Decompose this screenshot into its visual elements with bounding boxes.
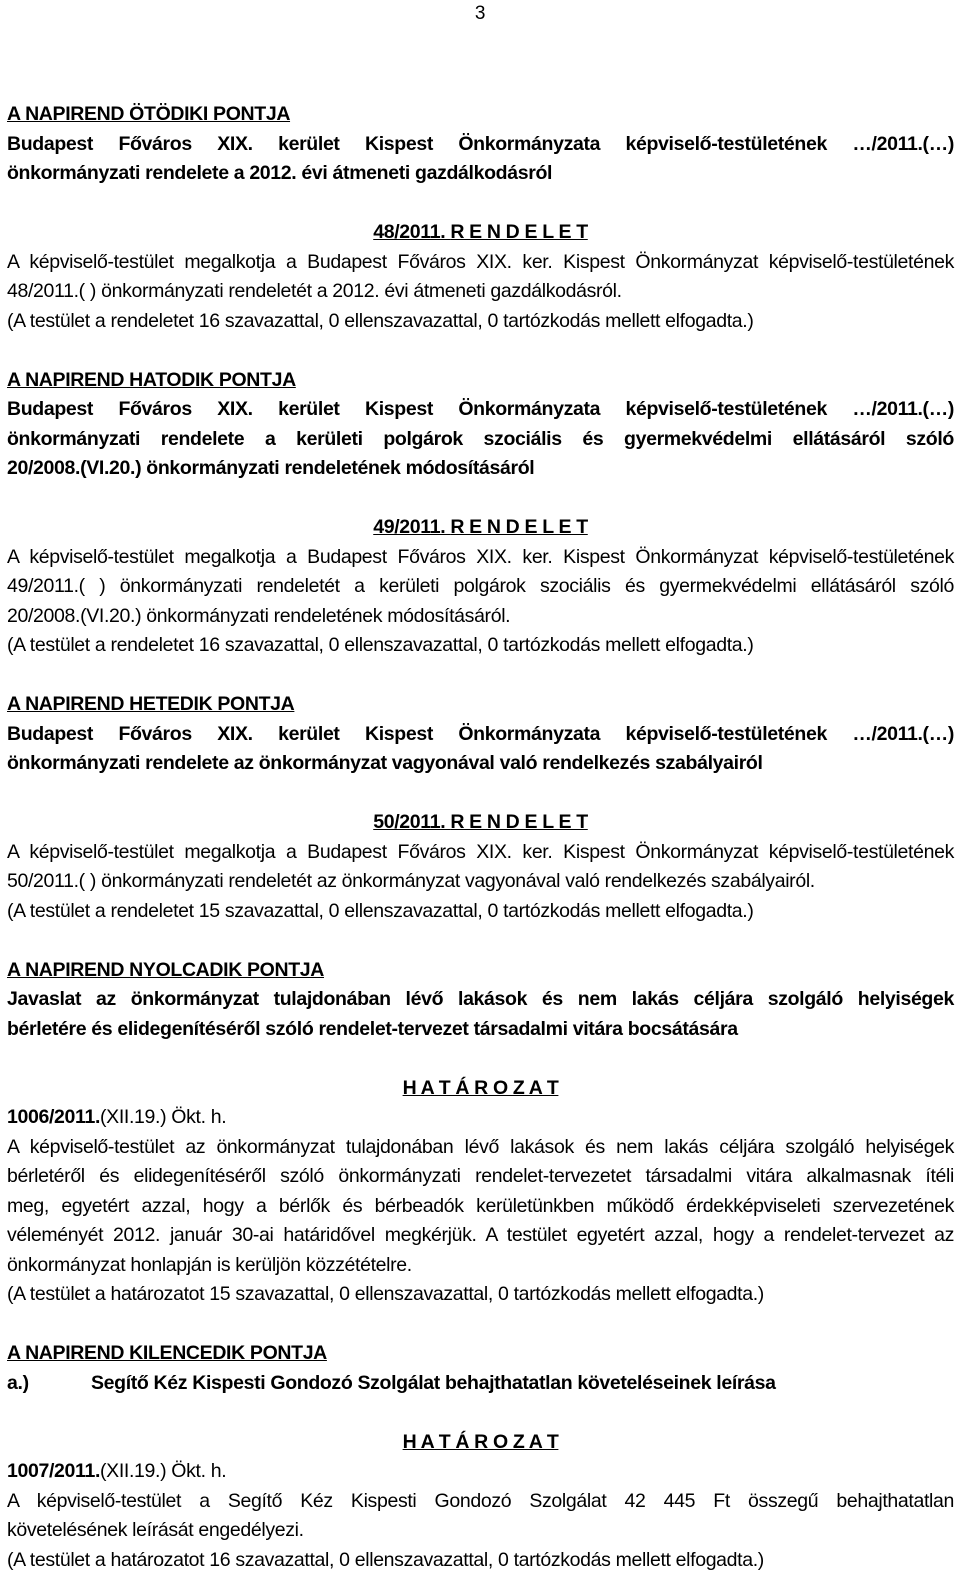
regulation-title-line: önkormányzati rendelete a 2012. évi átmeneti gazdálkodásról: [7, 159, 954, 189]
page-number: 3: [0, 3, 960, 25]
regulation-number: [7, 218, 954, 248]
decision-label: H A T Á R O Z A T: [7, 1428, 954, 1458]
resolution-text-line: 48/2011.( ) önkormányzati rendeletét a 2012. évi átmeneti gazdálkodásról.: [7, 277, 954, 307]
regulation-number: [7, 513, 954, 543]
agenda-item-8: [7, 956, 954, 1310]
proposal-title-line: bérletére és elidegenítéséről szóló rendelet-tervezet társadalmi vitára bocsátására: [7, 1015, 954, 1045]
regulation-number-value: 48/2011.: [373, 221, 450, 243]
decision-number: 1007/2011.: [7, 1460, 100, 1482]
decision-reference: [7, 1457, 954, 1487]
agenda-heading: A NAPIREND ÖTÖDIKI PONTJA: [7, 100, 954, 130]
regulation-title-line: 20/2008.(VI.20.) önkormányzati rendeletének módosításáról: [7, 454, 954, 484]
decision-date: (XII.19.) Ökt. h.: [100, 1460, 226, 1482]
agenda-heading: A NAPIREND NYOLCADIK PONTJA: [7, 956, 954, 986]
decision-text-line: önkormányzat honlapján is kerüljön közzétételre.: [7, 1251, 954, 1281]
decision-text-line: követelésének leírását engedélyezi.: [7, 1516, 954, 1546]
regulation-title-line: Budapest Főváros XIX. kerület Kispest Önkormányzata képviselő-testületének …/2011.(…): [7, 720, 954, 750]
decision-label: H A T Á R O Z A T: [7, 1074, 954, 1104]
resolution-text-line: A képviselő-testület megalkotja a Budapest Főváros XIX. ker. Kispest Önkormányzat képviselő-testületének: [7, 838, 954, 868]
decision-date: (XII.19.) Ökt. h.: [100, 1106, 226, 1128]
proposal-title-line: Javaslat az önkormányzat tulajdonában lévő lakások és nem lakás céljára szolgáló helyiségek: [7, 985, 954, 1015]
vote-result: (A testület a rendeletet 16 szavazattal, 0 ellenszavazattal, 0 tartózkodás mellett elfogadta.): [7, 631, 954, 661]
resolution-text-line: 50/2011.( ) önkormányzati rendeletét az önkormányzat vagyonával való rendelkezés szabályairól.: [7, 867, 954, 897]
vote-result: (A testület a határozatot 15 szavazattal, 0 ellenszavazattal, 0 tartózkodás mellett elfogadta.): [7, 1280, 954, 1310]
regulation-title-line: önkormányzati rendelete a kerületi polgárok szociális és gyermekvédelmi ellátásáról szóló: [7, 425, 954, 455]
agenda-item-9: [7, 1339, 954, 1575]
sub-item-text: Segítő Kéz Kispesti Gondozó Szolgálat behajthatatlan követeléseinek leírása: [91, 1369, 776, 1399]
agenda-item-6: [7, 366, 954, 661]
decision-text-line: bérletéről és elidegenítéséről szóló önkormányzati rendelet-tervezetet társadalmi vitára alkalmasnak ítéli: [7, 1162, 954, 1192]
regulation-title-line: Budapest Főváros XIX. kerület Kispest Önkormányzata képviselő-testületének …/2011.(…): [7, 395, 954, 425]
regulation-number: [7, 808, 954, 838]
regulation-label: R E N D E L E T: [450, 811, 587, 833]
decision-number: 1006/2011.: [7, 1106, 100, 1128]
regulation-number-value: 49/2011.: [373, 516, 450, 538]
resolution-text-line: A képviselő-testület megalkotja a Budapest Főváros XIX. ker. Kispest Önkormányzat képviselő-testületének: [7, 248, 954, 278]
vote-result: (A testület a rendeletet 15 szavazattal, 0 ellenszavazattal, 0 tartózkodás mellett elfogadta.): [7, 897, 954, 927]
regulation-label: R E N D E L E T: [450, 221, 587, 243]
decision-reference: [7, 1103, 954, 1133]
decision-text-line: véleményét 2012. január 30-ai határidővel megkérjük. A testület egyetért azzal, hogy a rendelet-tervezet az: [7, 1221, 954, 1251]
agenda-heading: A NAPIREND HETEDIK PONTJA: [7, 690, 954, 720]
resolution-text-line: 20/2008.(VI.20.) önkormányzati rendeletének módosításáról.: [7, 602, 954, 632]
vote-result: (A testület a határozatot 16 szavazattal, 0 ellenszavazattal, 0 tartózkodás mellett elfogadta.): [7, 1546, 954, 1575]
minutes-content: [7, 100, 954, 1575]
agenda-item-7: [7, 690, 954, 926]
regulation-title-line: Budapest Főváros XIX. kerület Kispest Önkormányzata képviselő-testületének …/2011.(…): [7, 130, 954, 160]
vote-result: (A testület a rendeletet 16 szavazattal, 0 ellenszavazattal, 0 tartózkodás mellett elfogadta.): [7, 307, 954, 337]
regulation-label: R E N D E L E T: [450, 516, 587, 538]
decision-text-line: meg, egyetért azzal, hogy a bérlők és bérbeadók kerületünkben működő érdekképviseleti szervezetének: [7, 1192, 954, 1222]
regulation-title-line: önkormányzati rendelete az önkormányzat vagyonával való rendelkezés szabályairól: [7, 749, 954, 779]
agenda-heading: A NAPIREND KILENCEDIK PONTJA: [7, 1339, 954, 1369]
resolution-text-line: A képviselő-testület megalkotja a Budapest Főváros XIX. ker. Kispest Önkormányzat képviselő-testületének: [7, 543, 954, 573]
agenda-item-5: [7, 100, 954, 336]
agenda-heading: A NAPIREND HATODIK PONTJA: [7, 366, 954, 396]
decision-text-line: A képviselő-testület a Segítő Kéz Kispesti Gondozó Szolgálat 42 445 Ft összegű behajthatatlan: [7, 1487, 954, 1517]
sub-item-title: [7, 1369, 954, 1399]
sub-item-label: a.): [7, 1369, 91, 1399]
regulation-number-value: 50/2011.: [373, 811, 450, 833]
decision-text-line: A képviselő-testület az önkormányzat tulajdonában lévő lakások és nem lakás céljára szolgáló helyiségek: [7, 1133, 954, 1163]
resolution-text-line: 49/2011.( ) önkormányzati rendeletét a kerületi polgárok szociális és gyermekvédelmi ellátásáról szóló: [7, 572, 954, 602]
